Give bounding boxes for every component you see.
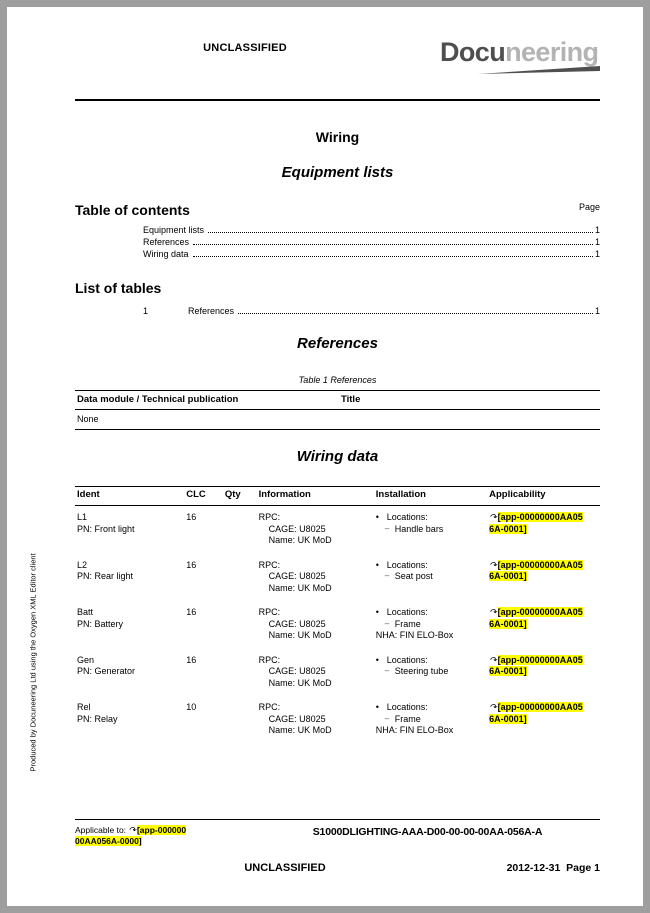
cell-title xyxy=(339,410,600,430)
document-page xyxy=(7,7,643,906)
toc-entry-page: 1 xyxy=(594,225,600,235)
applicability-value-line1: [app-00000000AA05 xyxy=(497,654,583,665)
table-entry[interactable] xyxy=(143,306,600,318)
cell-ident xyxy=(75,649,184,697)
footer-applicable-value-line1: [app-000000 xyxy=(136,825,187,835)
info-cage: CAGE: U8025 xyxy=(268,523,326,534)
cell-data-module: None xyxy=(77,414,99,424)
toc-entry[interactable] xyxy=(143,249,600,261)
page-sheet xyxy=(7,7,643,906)
info-name: Name: UK MoD xyxy=(268,725,332,735)
info-name: Name: UK MoD xyxy=(268,535,332,545)
installation-nha: NHA: FIN ELO-Box xyxy=(375,630,454,640)
footer-classification: UNCLASSIFIED xyxy=(244,862,326,874)
table-entry-number: 1 xyxy=(143,306,149,316)
toc-entry[interactable] xyxy=(143,237,600,249)
installation-location-item: – Handle bars xyxy=(376,524,483,536)
page-header xyxy=(75,32,600,94)
info-cage: CAGE: U8025 xyxy=(268,571,326,581)
toc-heading-label: Table of contents xyxy=(75,202,190,218)
toc-leader-dots xyxy=(208,225,593,233)
ident-code: L1 xyxy=(77,512,88,522)
cross-reference-icon: ↷ xyxy=(489,702,497,712)
info-cage: CAGE: U8025 xyxy=(268,618,326,629)
table-row xyxy=(75,506,600,554)
ident-part-number: PN: Relay xyxy=(77,713,118,724)
cell-information xyxy=(257,506,374,554)
document-title: Wiring xyxy=(315,129,360,145)
applicability-value-line2: 6A-0001] xyxy=(489,523,527,534)
cell-ident xyxy=(75,601,184,649)
table-row xyxy=(75,410,600,430)
cell-applicability[interactable] xyxy=(487,601,600,649)
applicability-value-line2: 6A-0001] xyxy=(489,618,527,629)
logo-swoosh-icon xyxy=(478,66,600,74)
logo-text-secondary: neering xyxy=(505,37,599,67)
document-subtitle: Equipment lists xyxy=(281,164,394,181)
cell-applicability[interactable] xyxy=(487,506,600,554)
cross-reference-icon: ↷ xyxy=(128,825,136,835)
ident-code: Rel xyxy=(77,702,91,712)
col-header-data-module: Data module / Technical publication xyxy=(75,391,339,410)
cross-reference-icon: ↷ xyxy=(489,654,497,665)
table-entry-label: References xyxy=(188,306,235,316)
toc-page-column-label: Page xyxy=(578,202,600,212)
info-rpc-label: RPC: xyxy=(258,512,281,522)
applicability-value-line1: [app-00000000AA05 xyxy=(497,559,583,570)
list-of-tables-heading: List of tables xyxy=(75,280,162,296)
footer-divider xyxy=(75,819,600,820)
installation-location-item: – Frame xyxy=(376,619,483,631)
info-name: Name: UK MoD xyxy=(268,677,332,688)
cell-installation xyxy=(374,696,487,744)
toc-heading xyxy=(75,202,600,218)
wiring-table-head xyxy=(75,487,600,506)
info-name: Name: UK MoD xyxy=(268,582,332,593)
info-rpc-label: RPC: xyxy=(258,702,281,712)
toc-entry-page: 1 xyxy=(594,237,600,247)
cell-clc: 16 xyxy=(186,512,197,522)
table-row xyxy=(75,649,600,697)
footer-data-module-code: S1000DLIGHTING-AAA-D00-00-00-00AA-056A-A xyxy=(312,826,543,838)
cell-qty xyxy=(223,554,257,602)
wiring-table-body xyxy=(75,506,600,744)
cross-reference-icon: ↷ xyxy=(489,559,497,570)
logo-wordmark xyxy=(440,38,600,66)
installation-locations-label: • Locations: xyxy=(376,560,483,572)
cell-installation xyxy=(374,649,487,697)
references-table xyxy=(75,390,600,430)
footer-date: 2012-12-31 xyxy=(506,862,561,874)
info-rpc-label: RPC: xyxy=(258,559,281,570)
references-heading: References xyxy=(297,335,378,352)
cross-reference-icon: ↷ xyxy=(489,512,497,522)
toc-entry-label: References xyxy=(143,237,190,247)
table-row xyxy=(75,601,600,649)
cell-clc: 16 xyxy=(186,607,197,617)
ident-part-number: PN: Rear light xyxy=(77,571,134,581)
toc-entry-label: Wiring data xyxy=(143,249,189,259)
applicability-value-line2: 6A-0001] xyxy=(489,571,527,581)
cell-installation xyxy=(374,601,487,649)
applicability-value-line2: 6A-0001] xyxy=(489,666,527,676)
ident-code: Gen xyxy=(77,654,95,665)
references-table-body xyxy=(75,410,600,430)
footer-applicable-value-line2: 00AA056A-0000] xyxy=(75,836,142,846)
info-rpc-label: RPC: xyxy=(258,654,281,665)
cell-qty xyxy=(223,649,257,697)
installation-location-item: – Steering tube xyxy=(376,666,483,678)
footer-date-page xyxy=(507,862,600,874)
applicability-value-line1: [app-00000000AA05 xyxy=(497,702,583,712)
table-entry-page: 1 xyxy=(594,306,600,316)
col-header-ident: Ident xyxy=(75,487,184,506)
cross-reference-icon: ↷ xyxy=(489,607,497,617)
toc-entry-page: 1 xyxy=(594,249,600,259)
info-cage: CAGE: U8025 xyxy=(268,713,326,724)
cell-qty xyxy=(223,696,257,744)
docuneering-logo xyxy=(440,38,600,78)
ident-part-number: PN: Front light xyxy=(77,523,135,534)
info-name: Name: UK MoD xyxy=(268,630,332,640)
header-classification: UNCLASSIFIED xyxy=(203,42,287,54)
toc-entry[interactable] xyxy=(143,225,600,237)
installation-locations-label: • Locations: xyxy=(376,512,483,524)
info-rpc-label: RPC: xyxy=(258,607,281,617)
col-header-installation: Installation xyxy=(374,487,487,506)
toc-entry-label: Equipment lists xyxy=(143,225,205,235)
applicability-value-line1: [app-00000000AA05 xyxy=(497,607,583,617)
cell-installation xyxy=(374,506,487,554)
installation-locations-label: • Locations: xyxy=(376,607,483,619)
col-header-qty: Qty xyxy=(223,487,257,506)
table-header-row xyxy=(75,487,600,506)
toc-leader-dots xyxy=(193,237,593,245)
cell-clc: 16 xyxy=(186,654,197,665)
table-header-row xyxy=(75,391,600,410)
cell-clc: 16 xyxy=(186,559,197,570)
ident-code: Batt xyxy=(77,607,94,617)
list-of-tables-entries xyxy=(143,306,600,318)
col-header-information: Information xyxy=(257,487,374,506)
ident-part-number: PN: Generator xyxy=(77,666,136,676)
installation-location-item: – Frame xyxy=(376,714,483,726)
cell-information xyxy=(257,696,374,744)
table-row xyxy=(75,696,600,744)
cell-applicability[interactable] xyxy=(487,649,600,697)
toc-leader-dots xyxy=(238,306,593,314)
cell-clc: 10 xyxy=(186,702,197,712)
cell-ident xyxy=(75,696,184,744)
applicability-value-line1: [app-00000000AA05 xyxy=(497,512,583,522)
toc-entries xyxy=(143,225,600,261)
references-table-head xyxy=(75,391,600,410)
cell-information xyxy=(257,601,374,649)
references-table-caption: Table 1 References xyxy=(298,375,377,385)
producer-side-note: Produced by Docuneering Ltd using the Oxygen XML Editor client xyxy=(28,553,38,772)
ident-code: L2 xyxy=(77,559,88,570)
toc-leader-dots xyxy=(193,249,593,257)
logo-text-primary: Docu xyxy=(440,37,506,67)
cell-applicability[interactable] xyxy=(487,696,600,744)
col-header-title: Title xyxy=(339,391,600,410)
cell-information xyxy=(257,554,374,602)
cell-ident xyxy=(75,554,184,602)
installation-nha: NHA: FIN ELO-Box xyxy=(375,725,454,735)
cell-information xyxy=(257,649,374,697)
cell-ident xyxy=(75,506,184,554)
info-cage: CAGE: U8025 xyxy=(268,666,326,676)
installation-locations-label: • Locations: xyxy=(376,702,483,714)
applicability-value-line2: 6A-0001] xyxy=(489,713,527,724)
wiring-data-table xyxy=(75,486,600,744)
footer-page-number: Page 1 xyxy=(566,862,600,874)
installation-locations-label: • Locations: xyxy=(376,655,483,667)
col-header-applicability: Applicability xyxy=(487,487,600,506)
cell-qty xyxy=(223,506,257,554)
header-divider xyxy=(75,99,600,101)
table-row xyxy=(75,554,600,602)
ident-part-number: PN: Battery xyxy=(77,618,124,629)
wiring-data-heading: Wiring data xyxy=(296,448,379,465)
footer-applicable-to[interactable] xyxy=(75,825,235,847)
installation-location-item: – Seat post xyxy=(376,571,483,583)
footer-applicable-label: Applicable to: xyxy=(75,825,127,835)
cell-installation xyxy=(374,554,487,602)
cell-applicability[interactable] xyxy=(487,554,600,602)
cell-qty xyxy=(223,601,257,649)
col-header-clc: CLC xyxy=(184,487,223,506)
